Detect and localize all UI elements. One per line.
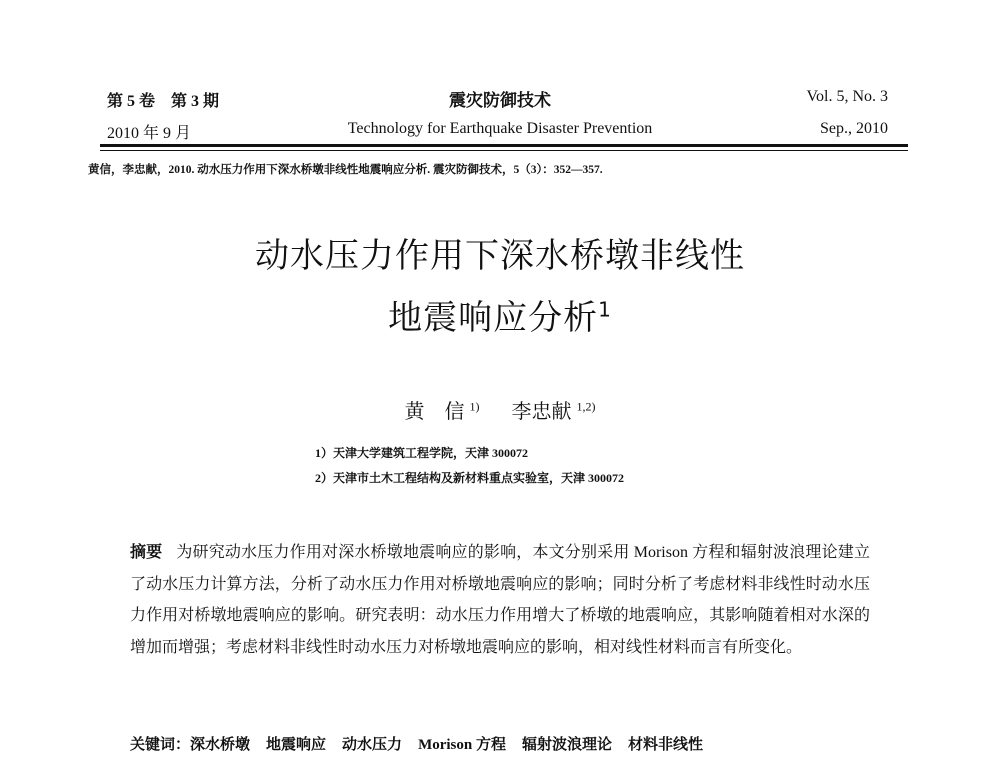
paper-title-line-2 [0, 290, 1000, 339]
keyword: 地震响应 [266, 737, 327, 753]
affiliation-2: 2）天津市土木工程结构及新材料重点实验室，天津 300072 [315, 471, 625, 485]
keywords-label: 关键词： [130, 737, 191, 753]
journal-name-en: Technology for Earthquake Disaster Prevention [347, 120, 653, 137]
author-name: 黄 信 [404, 401, 465, 423]
keyword: 材料非线性 [628, 737, 704, 753]
keyword: Morison 方程 [418, 737, 506, 753]
header-rule-thin [100, 150, 908, 151]
journal-date-en: Sep., 2010 [820, 120, 888, 137]
author-list [0, 395, 1000, 424]
abstract-text: 为研究动水压力作用对深水桥墩地震响应的影响，本文分别采用 Morison 方程和辐射波浪理论建立了动水压力计算方法，分析了动水压力作用对桥墩地震响应的影响；同时分析了考虑材料非线性时动水压力作用对桥墩地震响应的影响。研究表明：动水压力作用增大了桥墩的地震响应，其影响随着相对水深的增加而增强；考虑材料非线性时动水压力对桥墩地震响应的影响，相对线性材料而言有所变化。 [130, 544, 870, 656]
keyword: 辐射波浪理论 [521, 737, 612, 753]
abstract-label: 摘要 [130, 544, 163, 561]
journal-volume-en: Vol. 5, No. 3 [806, 88, 888, 105]
journal-volume-issue: 第 5 卷 第 3 期 [107, 93, 220, 110]
journal-name-cn: 震灾防御技术 [449, 91, 551, 110]
affiliation-1: 1）天津大学建筑工程学院，天津 300072 [315, 446, 529, 460]
keywords [130, 733, 719, 754]
paper-title-line-1: 动水压力作用下深水桥墩非线性 [255, 236, 745, 276]
author-name: 李忠献 [511, 401, 572, 423]
paper-title-text: 地震响应分析 [388, 298, 599, 338]
abstract [130, 537, 870, 663]
citation-line: 黄信，李忠献，2010. 动水压力作用下深水桥墩非线性地震响应分析. 震灾防御技术，5（3）：352—357. [88, 164, 603, 176]
header-rule-thick [100, 144, 908, 147]
title-footnote-mark: 1 [598, 297, 612, 322]
journal-date-cn: 2010 年 9 月 [107, 125, 192, 142]
keyword: 动水压力 [342, 737, 403, 753]
author-affiliation-mark: 1,2) [576, 399, 596, 414]
keyword: 深水桥墩 [190, 737, 251, 753]
author-affiliation-mark: 1) [469, 399, 480, 414]
